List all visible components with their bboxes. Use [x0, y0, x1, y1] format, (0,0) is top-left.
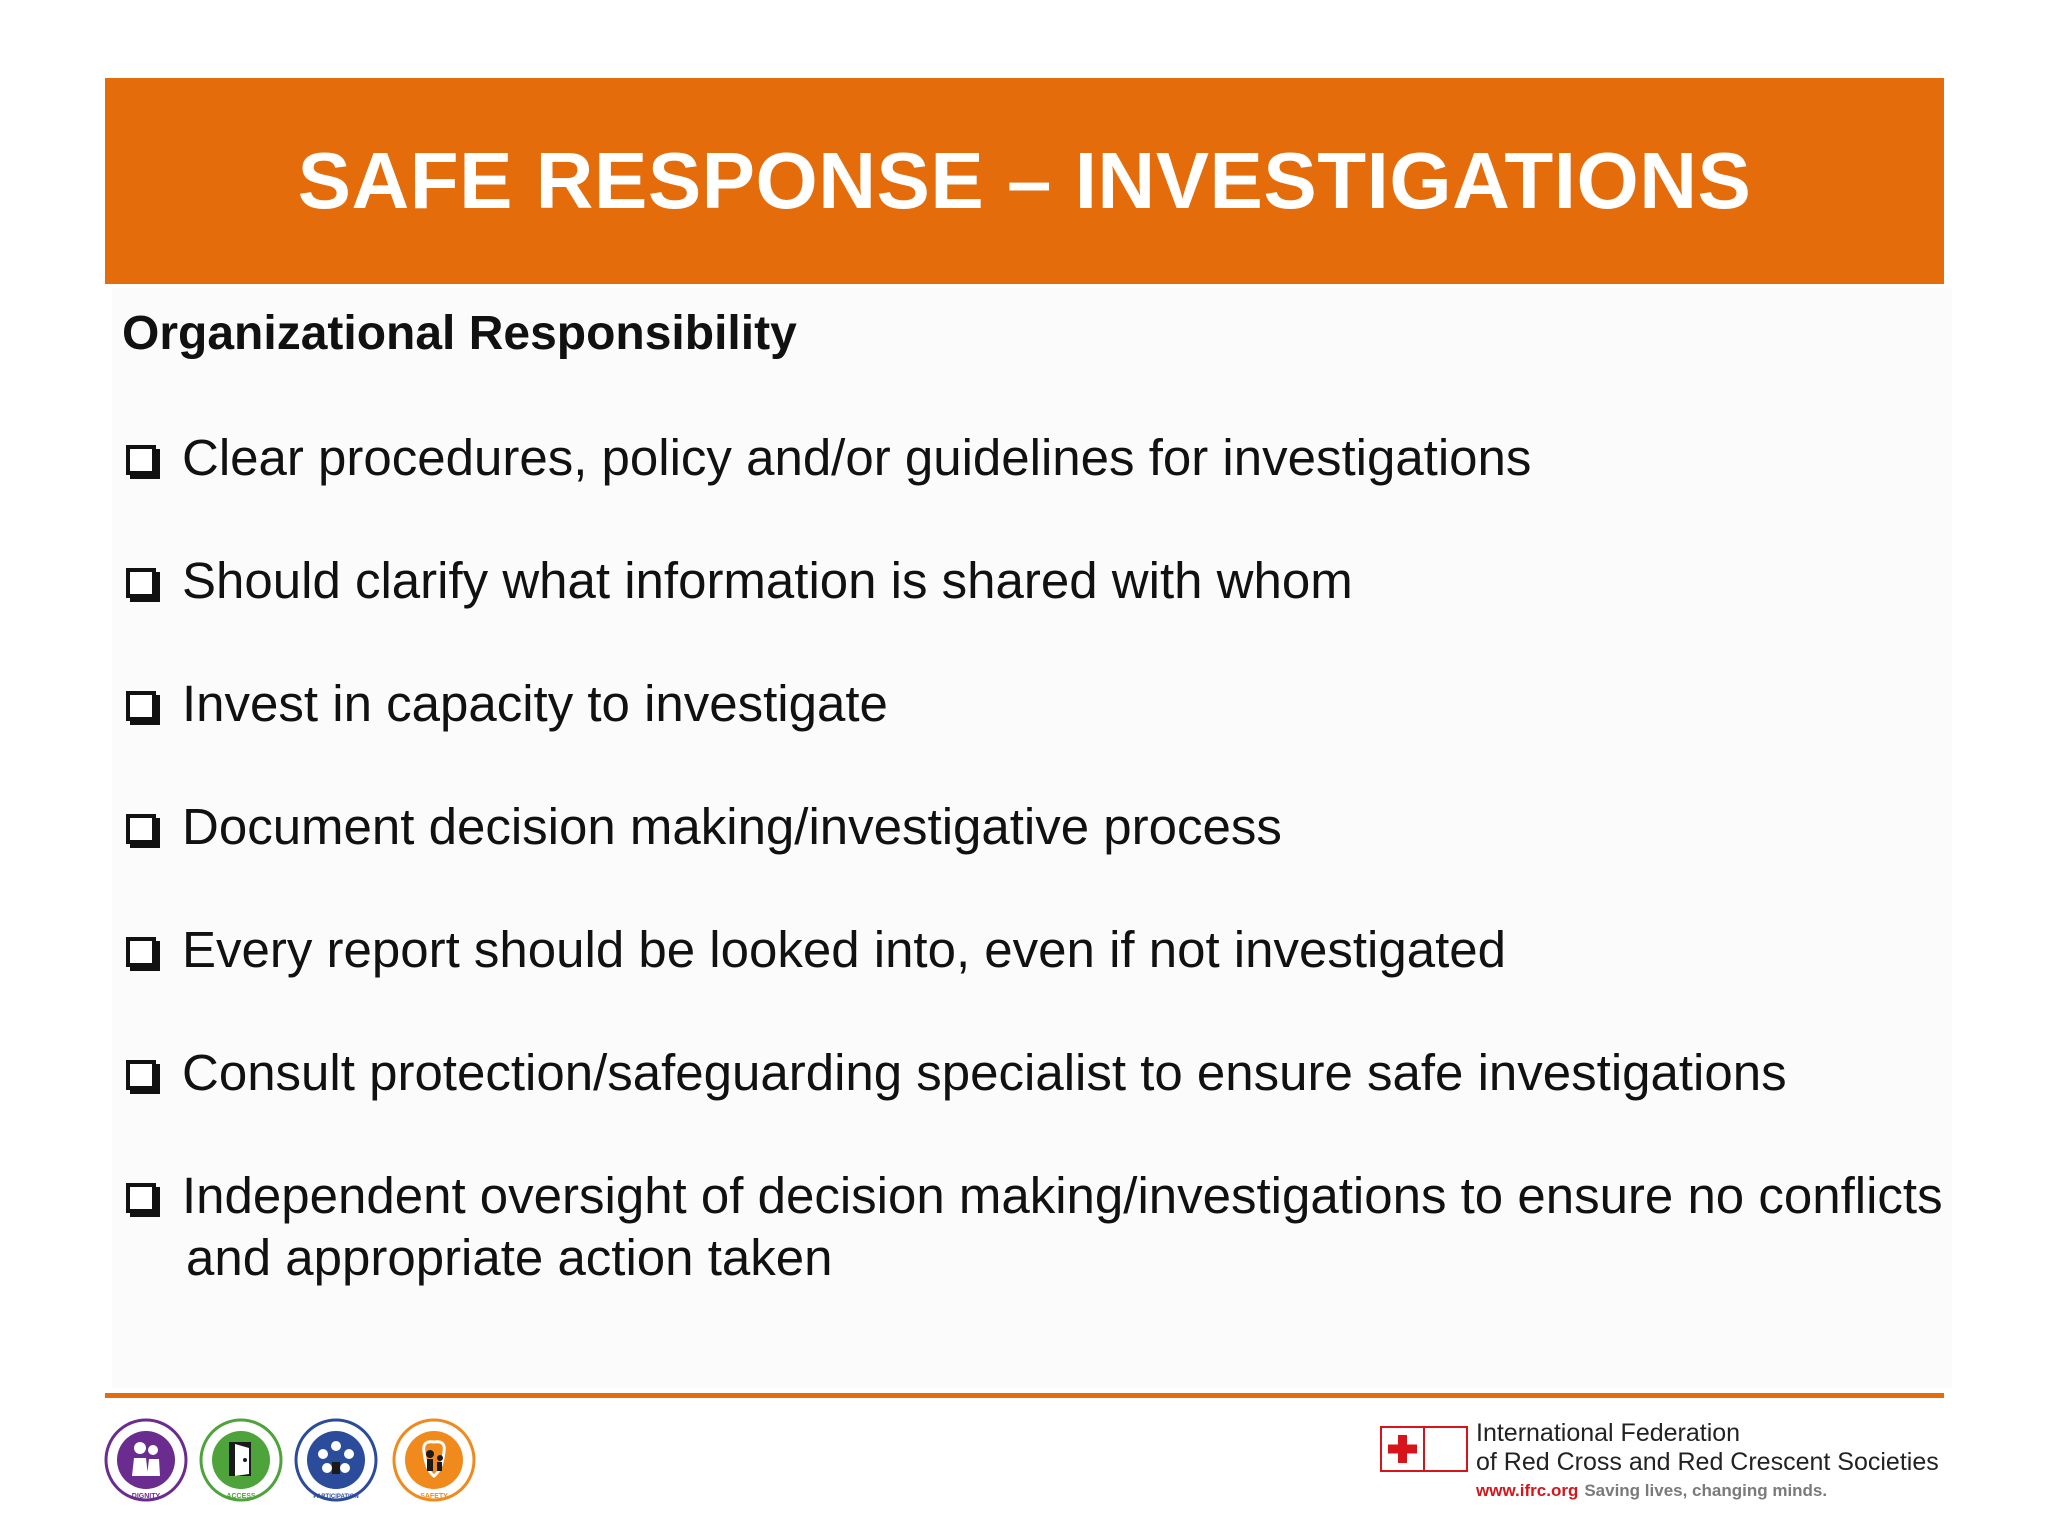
access-badge-icon — [199, 1418, 283, 1502]
org-slogan: Saving lives, changing minds. — [1584, 1481, 1828, 1500]
org-url-link[interactable]: www.ifrc.org — [1476, 1481, 1579, 1500]
section-heading: Organizational Responsibility — [122, 307, 797, 360]
bullet-text: Consult protection/safeguarding specialist to ensure safe investigations — [182, 1044, 1787, 1101]
badge-label: ACCESS — [226, 1493, 256, 1500]
bullet-text: Every report should be looked into, even if not investigated — [182, 921, 1506, 978]
bullet-text: Invest in capacity to investigate — [182, 675, 888, 732]
org-tagline — [1476, 1481, 1827, 1501]
bullet-item — [126, 796, 1282, 858]
bullet-item — [126, 550, 1353, 612]
participation-badge-icon — [294, 1418, 378, 1502]
title-banner — [105, 78, 1944, 284]
bullet-item — [126, 427, 1531, 489]
checkbox-bullet-icon — [126, 937, 156, 967]
checkbox-bullet-icon — [126, 568, 156, 598]
org-name-line1: International Federation — [1476, 1419, 1741, 1447]
org-name-line2: of Red Cross and Red Crescent Societies — [1476, 1448, 1939, 1476]
checkbox-bullet-icon — [126, 1060, 156, 1090]
bullet-text: Clear procedures, policy and/or guidelines for investigations — [182, 429, 1532, 486]
dignity-badge-icon — [104, 1418, 188, 1502]
footer-divider — [105, 1393, 1944, 1398]
checkbox-bullet-icon — [126, 445, 156, 475]
bullet-item — [126, 673, 888, 735]
badge-label: SAFETY — [420, 1493, 448, 1500]
bullet-text-continuation: and appropriate action taken — [186, 1229, 833, 1286]
ifrc-emblem-icon — [1380, 1426, 1468, 1472]
bullet-item — [126, 919, 1506, 981]
bullet-text: Independent oversight of decision making/investigations to ensure no conflicts — [182, 1167, 1943, 1224]
badge-label: DIGNITY — [131, 1493, 161, 1500]
bullet-item — [126, 1042, 1787, 1104]
checkbox-bullet-icon — [126, 1183, 156, 1213]
checkbox-bullet-icon — [126, 814, 156, 844]
badge-label: PARTICIPATION — [313, 1494, 359, 1500]
slide-title: SAFE RESPONSE – INVESTIGATIONS — [297, 136, 1752, 225]
safety-badge-icon — [392, 1418, 476, 1502]
bullet-text: Document decision making/investigative process — [182, 798, 1282, 855]
checkbox-bullet-icon — [126, 691, 156, 721]
bullet-item — [126, 1165, 1943, 1227]
bullet-text: Should clarify what information is shared with whom — [182, 552, 1353, 609]
